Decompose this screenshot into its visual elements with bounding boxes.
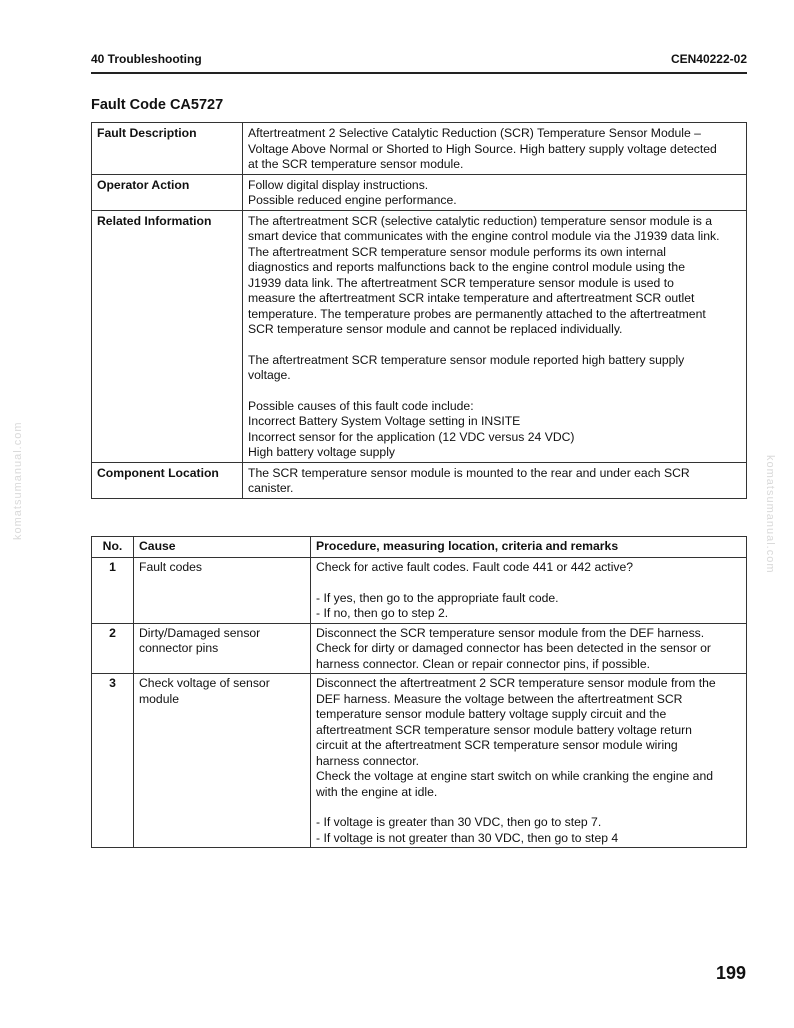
- info-label: Component Location: [92, 462, 243, 498]
- step-number: 1: [92, 558, 134, 624]
- paragraph-gap: [316, 800, 741, 815]
- procedure-text: Disconnect the SCR temperature sensor module from the DEF harness. Check for dirty or damaged connector has been detected in the sensor or harness connector. Clean or repair connector pins, if possible.: [316, 625, 711, 671]
- info-row: [92, 210, 747, 462]
- procedure-text: - If yes, then go to the appropriate fault code. - If no, then go to step 2.: [316, 590, 559, 620]
- cause-row: [92, 558, 747, 624]
- procedure-text: Disconnect the aftertreatment 2 SCR temperature sensor module from the DEF harness. Measure the voltage between the aftertreatment SCR temperature sensor module battery voltage supply circuit and the aftertreatment SCR temperature sensor module battery voltage return circuit at the aftertreatment SCR temperature sensor module wiring harness connector. Check the voltage at engine start switch on while cranking the engine and with the engine at idle.: [316, 676, 716, 799]
- page-number: 199: [715, 963, 746, 983]
- info-paragraph: The aftertreatment SCR temperature sensor module reported high battery supply voltage.: [248, 352, 685, 382]
- procedure-cell: [311, 674, 747, 848]
- step-number: 3: [92, 674, 134, 848]
- info-paragraph: The SCR temperature sensor module is mounted to the rear and under each SCR canister.: [248, 465, 690, 495]
- section-title: 40 Troubleshooting: [91, 52, 202, 66]
- cause-procedure-table: [91, 536, 747, 848]
- info-value: [243, 174, 747, 210]
- info-value: [243, 462, 747, 498]
- page-header: [91, 52, 747, 74]
- info-value: [243, 210, 747, 462]
- info-row: [92, 174, 747, 210]
- info-label: Fault Description: [92, 123, 243, 175]
- info-row: [92, 462, 747, 498]
- procedure-text: - If voltage is greater than 30 VDC, then go to step 7. - If voltage is not greater than 30 VDC, then go to step 4: [316, 815, 619, 845]
- document-code: CEN40222-02: [670, 52, 747, 66]
- step-number: 2: [92, 623, 134, 674]
- procedure-cell: [311, 558, 747, 624]
- info-label: Operator Action: [92, 174, 243, 210]
- cause-text: Check voltage of sensor module: [134, 674, 311, 848]
- info-label: Related Information: [92, 210, 243, 462]
- paragraph-gap: [316, 576, 741, 591]
- info-row: [92, 123, 747, 175]
- info-value: [243, 123, 747, 175]
- procedure-cell: [311, 623, 747, 674]
- info-paragraph: The aftertreatment SCR (selective catalytic reduction) temperature sensor module is a smart device that communicates with the engine control module via the J1939 data link. The aftertreatment SCR temperature sensor module performs its own internal diagnostics and reports malfunctions back to the engine control module using the J1939 data link. The aftertreatment SCR temperature sensor module is used to measure the aftertreatment SCR intake temperature and aftertreatment SCR outlet temperature. The temperature probes are permanently attached to the aftertreatment SCR temperature sensor module and cannot be replaced individually.: [248, 213, 720, 336]
- fault-info-table: [91, 122, 747, 499]
- cause-row: [92, 674, 747, 848]
- fault-code-title: Fault Code CA5727: [91, 97, 224, 113]
- info-paragraph: Follow digital display instructions. Possible reduced engine performance.: [248, 177, 457, 207]
- procedure-text: Check for active fault codes. Fault code 441 or 442 active?: [316, 560, 634, 574]
- header-no: No.: [92, 537, 134, 558]
- watermark-left: komatsumanual.com: [12, 421, 24, 540]
- watermark-right: komatsumanual.com: [764, 455, 776, 574]
- cause-row: [92, 623, 747, 674]
- header-cause: Cause: [134, 537, 311, 558]
- cause-table-header-row: [92, 537, 747, 558]
- cause-text: Dirty/Damaged sensor connector pins: [134, 623, 311, 674]
- info-paragraph: Possible causes of this fault code include: Incorrect Battery System Voltage setting in INSITE Incorrect sensor for the application (12 VDC versus 24 VDC) High battery voltage supply: [248, 398, 575, 459]
- info-paragraph: Aftertreatment 2 Selective Catalytic Reduction (SCR) Temperature Sensor Module – Voltage Above Normal or Shorted to High Source. High battery supply voltage detected at the SCR temperature sensor module.: [248, 126, 717, 171]
- cause-text: Fault codes: [134, 558, 311, 624]
- header-procedure: Procedure, measuring location, criteria and remarks: [311, 537, 747, 558]
